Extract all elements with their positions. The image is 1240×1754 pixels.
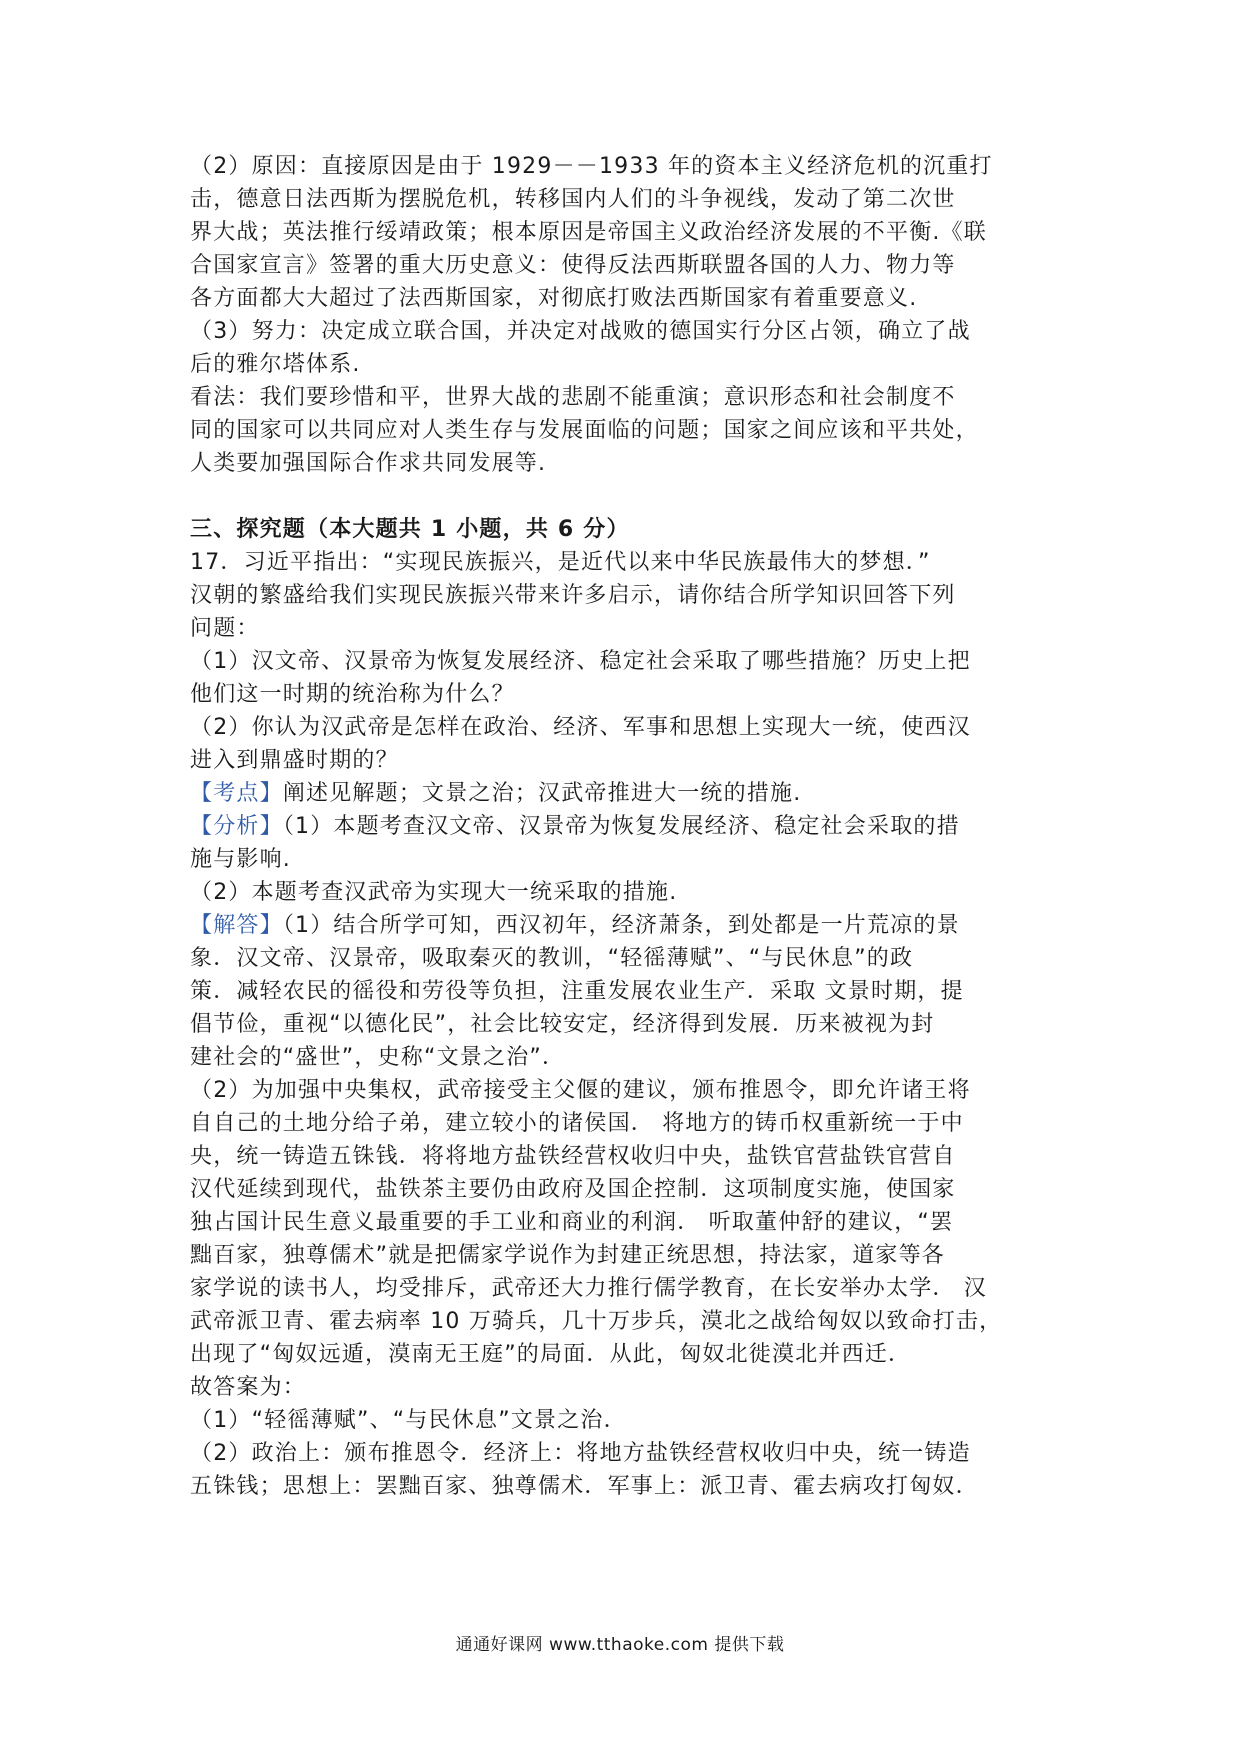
- text-line: 看法：我们要珍惜和平，世界大战的悲剧不能重演；意识形态和社会制度不: [190, 385, 956, 410]
- text-line: 界大战；英法推行绥靖政策；根本原因是帝国主义政治经济发展的不平衡.《联: [190, 220, 987, 245]
- question-line: 汉朝的繁盛给我们实现民族振兴带来许多启示，请你结合所学知识回答下列: [190, 583, 956, 608]
- text-line: （2）本题考查汉武帝为实现大一统采取的措施.: [190, 880, 678, 905]
- text-line: 汉代延续到现代，盐铁茶主要仍由政府及国企控制．这项制度实施，使国家: [190, 1177, 956, 1202]
- text-line: 击，德意日法西斯为摆脱危机，转移国内人们的斗争视线，发动了第二次世: [190, 187, 956, 212]
- question-line: 17．习近平指出：“实现民族振兴，是近代以来中华民族最伟大的梦想．”: [190, 550, 931, 575]
- question-line: （1）汉文帝、汉景帝为恢复发展经济、稳定社会采取了哪些措施？历史上把: [190, 649, 971, 674]
- text-line: 独占国计民生意义最重要的手工业和商业的利润． 听取董仲舒的建议，“罢: [190, 1210, 954, 1235]
- text-line: 人类要加强国际合作求共同发展等.: [190, 451, 547, 476]
- question-line: 问题：: [190, 616, 260, 641]
- section2-tail: [190, 150, 1050, 480]
- text-line: 各方面都大大超过了法西斯国家，对彻底打败法西斯国家有着重要意义.: [190, 286, 918, 311]
- text-line: 自自己的土地分给子弟，建立较小的诸侯国． 将地方的铸币权重新统一于中: [190, 1111, 964, 1136]
- text-line: 象．汉文帝、汉景帝，吸取秦灭的教训，“轻徭薄赋”、“与民休息”的政: [190, 946, 914, 971]
- text-line: （2）原因：直接原因是由于 1929－－1933 年的资本主义经济危机的沉重打: [190, 154, 993, 179]
- page-content: [190, 150, 1050, 1503]
- text-line: 策．减轻农民的徭役和劳役等负担，注重发展农业生产．采取 文景时期，提: [190, 979, 964, 1004]
- jieda-tag: 【解答】: [190, 913, 283, 938]
- question-line: 他们这一时期的统治称为什么？: [190, 682, 515, 707]
- kaodian-text: 阐述见解题；文景之治；汉武帝推进大一统的措施.: [282, 781, 802, 806]
- text-line: 出现了“匈奴远遁，漠南无王庭”的局面．从此，匈奴北徙漠北并西迁．: [190, 1342, 912, 1367]
- fenxi-first-line: [190, 810, 1050, 843]
- question-17: [190, 546, 1050, 777]
- question-line: 进入到鼎盛时期的？: [190, 748, 399, 773]
- jieda-block: [190, 909, 1050, 1503]
- text-line: （2）政治上：颁布推恩令．经济上：将地方盐铁经营权收归中央，统一铸造: [190, 1441, 971, 1466]
- kaodian-tag: 【考点】: [190, 781, 283, 806]
- text-line: 施与影响.: [190, 847, 291, 872]
- text-line: 同的国家可以共同应对人类生存与发展面临的问题；国家之间应该和平共处，: [190, 418, 979, 443]
- text-line: （3）努力：决定成立联合国，并决定对战败的德国实行分区占领，确立了战: [190, 319, 971, 344]
- fenxi-block: [190, 810, 1050, 909]
- section3: [190, 513, 1050, 1503]
- text-line: 后的雅尔塔体系.: [190, 352, 361, 377]
- page-footer: 通通好课网 www.tthaoke.com 提供下载: [455, 1635, 785, 1655]
- jieda-text: （1）结合所学可知，西汉初年，经济萧条，到处都是一片荒凉的景: [282, 913, 960, 938]
- text-line: 倡节俭，重视“以德化民”，社会比较安定，经济得到发展．历来被视为封: [190, 1012, 935, 1037]
- jieda-first-line: [190, 909, 1050, 942]
- spacer: [190, 480, 1050, 513]
- text-line: 故答案为：: [190, 1375, 307, 1400]
- text-line: 央，统一铸造五铢钱．将将地方盐铁经营权收归中央，盐铁官营盐铁官营自: [190, 1144, 956, 1169]
- fenxi-text: （1）本题考查汉文帝、汉景帝为恢复发展经济、稳定社会采取的措: [282, 814, 960, 839]
- text-line: 武帝派卫青、霍去病率 10 万骑兵，几十万步兵，漠北之战给匈奴以致命打击，: [190, 1309, 1003, 1334]
- fenxi-tag: 【分析】: [190, 814, 283, 839]
- text-line: （1）“轻徭薄赋”、“与民休息”文景之治．: [190, 1408, 627, 1433]
- question-line: （2）你认为汉武帝是怎样在政治、经济、军事和思想上实现大一统，使西汉: [190, 715, 971, 740]
- text-line: 五铢钱；思想上：罢黜百家、独尊儒术．军事上：派卫青、霍去病攻打匈奴．: [190, 1474, 979, 1499]
- section-title: 三、探究题（本大题共 1 小题，共 6 分）: [190, 517, 630, 542]
- text-line: 合国家宣言》签署的重大历史意义：使得反法西斯联盟各国的人力、物力等: [190, 253, 956, 278]
- text-line: （2）为加强中央集权，武帝接受主父偃的建议，颁布推恩令，即允许诸王将: [190, 1078, 971, 1103]
- text-line: 黜百家，独尊儒术”就是把儒家学说作为封建正统思想，持法家，道家等各: [190, 1243, 945, 1268]
- kaodian-line: [190, 777, 1050, 810]
- text-line: 家学说的读书人，均受排斥，武帝还大力推行儒学教育，在长安举办太学． 汉: [190, 1276, 987, 1301]
- text-line: 建社会的“盛世”，史称“文景之治”．: [190, 1045, 566, 1070]
